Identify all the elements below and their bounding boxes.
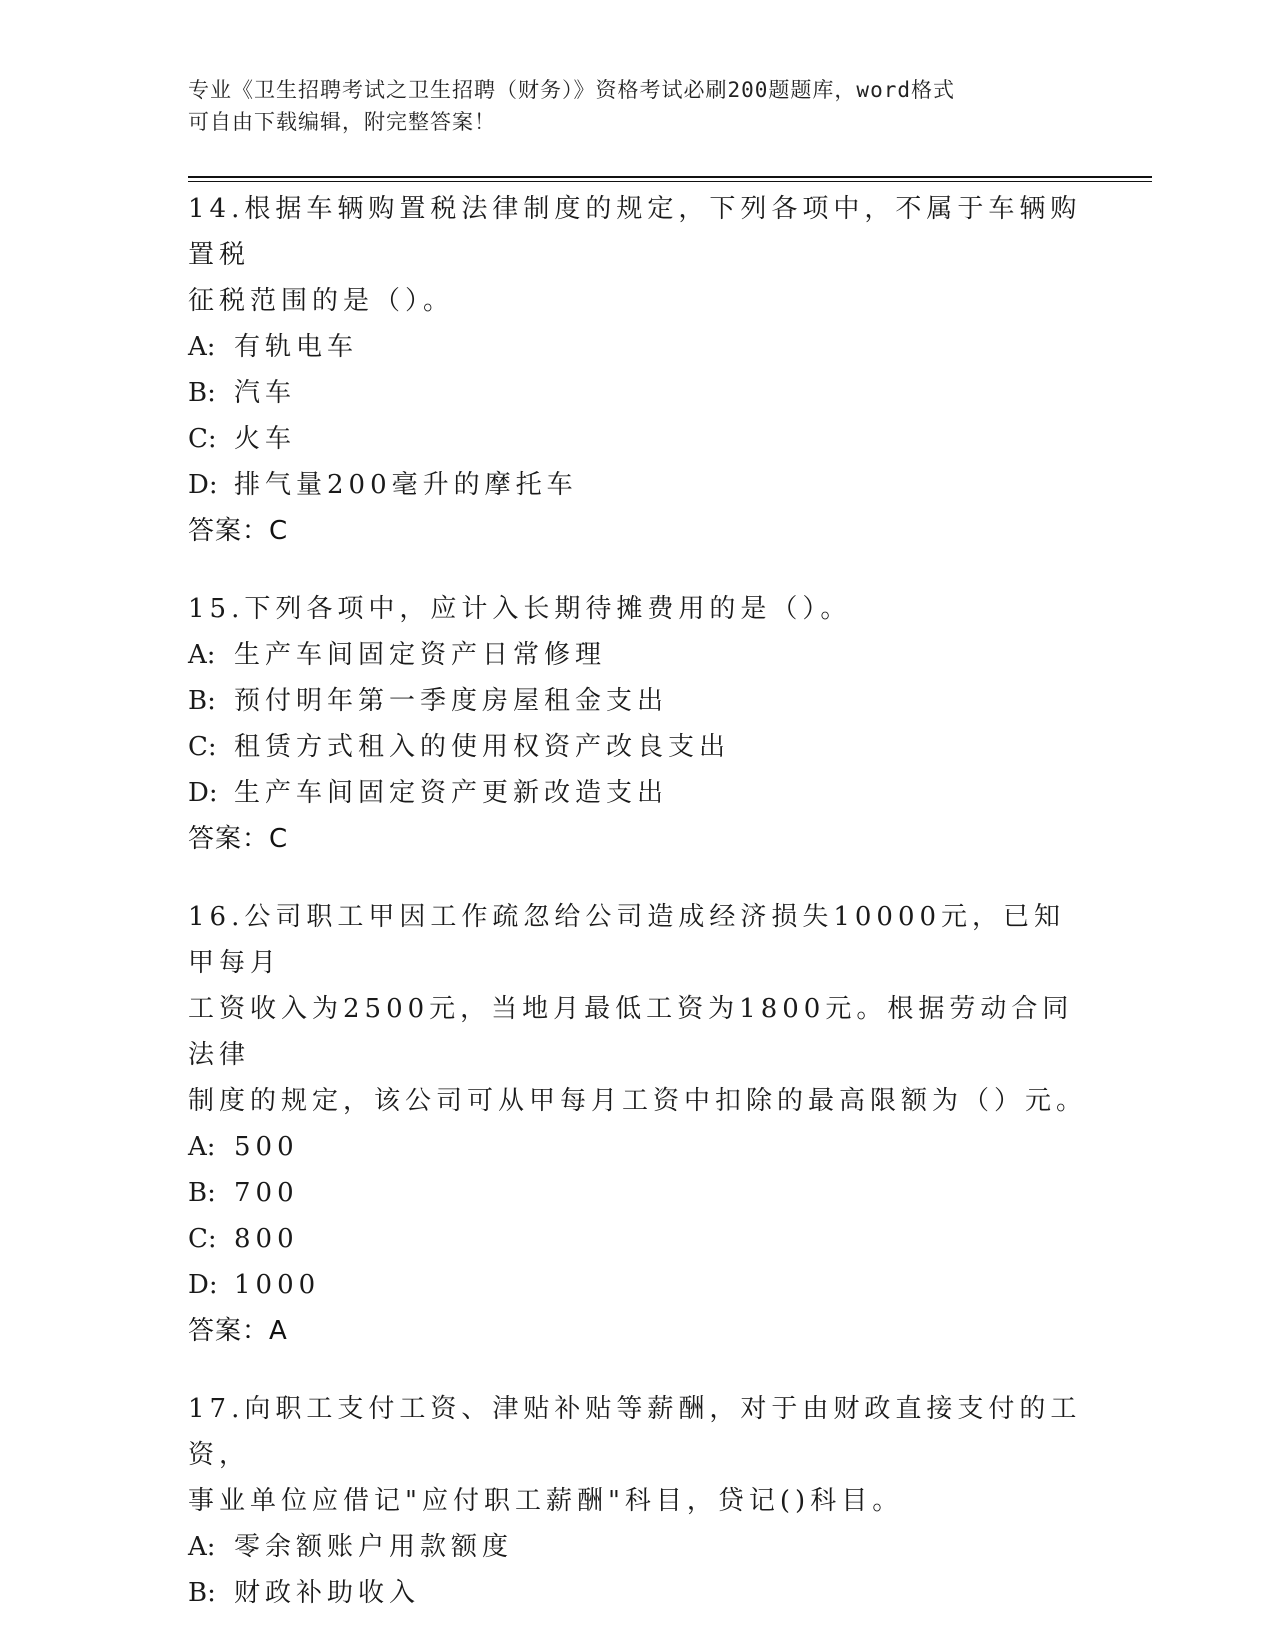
option-text: 汽车	[234, 378, 297, 408]
option-text: 生产车间固定资产更新改造支出	[234, 778, 669, 808]
option-a	[188, 324, 1088, 370]
option-d	[188, 462, 1088, 508]
option-a	[188, 1524, 1088, 1570]
option-key: D:	[188, 470, 218, 500]
answer-label: 答案：C	[188, 516, 289, 546]
question-text-line: 17.向职工支付工资、津贴补贴等薪酬，对于由财政直接支付的工资，	[188, 1394, 1082, 1470]
option-key: C:	[188, 1224, 217, 1254]
option-text: 财政补助收入	[234, 1578, 421, 1608]
option-text: 700	[234, 1178, 299, 1208]
option-text: 800	[234, 1224, 299, 1254]
option-text: 租赁方式租入的使用权资产改良支出	[234, 732, 731, 762]
option-key: A:	[188, 332, 216, 362]
option-key: B:	[188, 1178, 216, 1208]
question-text-line: 16.公司职工甲因工作疏忽给公司造成经济损失10000元，已知甲每月	[188, 902, 1066, 978]
option-text: 预付明年第一季度房屋租金支出	[234, 686, 669, 716]
option-key: A:	[188, 1132, 216, 1162]
option-key: B:	[188, 378, 216, 408]
option-b	[188, 370, 1088, 416]
option-c	[188, 1216, 1088, 1262]
option-c	[188, 724, 1088, 770]
question-14	[188, 186, 1088, 554]
option-key: A:	[188, 1532, 216, 1562]
answer-label: 答案：C	[188, 824, 289, 854]
question-text-line: 14.根据车辆购置税法律制度的规定，下列各项中，不属于车辆购置税	[188, 194, 1082, 270]
option-b	[188, 1570, 1088, 1616]
option-key: A:	[188, 640, 216, 670]
header-divider-thin	[188, 181, 1152, 182]
question-text-line: 15.下列各项中，应计入长期待摊费用的是（）。	[188, 594, 852, 624]
question-15	[188, 586, 1088, 862]
option-key: B:	[188, 686, 216, 716]
header-line-2: 可自由下载编辑，附完整答案！	[188, 110, 496, 134]
question-17	[188, 1386, 1088, 1616]
question-text-line: 工资收入为2500元，当地月最低工资为1800元。根据劳动合同法律	[188, 994, 1074, 1070]
option-d	[188, 770, 1088, 816]
option-key: B:	[188, 1578, 216, 1608]
option-c	[188, 416, 1088, 462]
option-d	[188, 1262, 1088, 1308]
question-text-line: 制度的规定，该公司可从甲每月工资中扣除的最高限额为（）元。	[188, 1086, 1088, 1116]
option-text: 有轨电车	[234, 332, 359, 362]
option-key: C:	[188, 732, 217, 762]
header-divider-thick	[188, 176, 1152, 178]
option-a	[188, 1124, 1088, 1170]
question-16	[188, 894, 1088, 1354]
header-line-1: 专业《卫生招聘考试之卫生招聘（财务）》资格考试必刷200题题库，word格式	[188, 78, 955, 102]
option-text: 生产车间固定资产日常修理	[234, 640, 607, 670]
question-text-line: 征税范围的是（）。	[188, 286, 455, 316]
option-key: D:	[188, 1270, 218, 1300]
question-text-line: 事业单位应借记"应付职工薪酬"科目，贷记()科目。	[188, 1486, 904, 1516]
option-text: 1000	[234, 1270, 321, 1300]
option-text: 排气量200毫升的摩托车	[234, 470, 578, 500]
document-header	[188, 74, 1088, 138]
question-list	[188, 186, 1088, 1648]
option-b	[188, 1170, 1088, 1216]
option-key: D:	[188, 778, 218, 808]
answer-label: 答案：A	[188, 1316, 288, 1346]
option-b	[188, 678, 1088, 724]
option-text: 零余额账户用款额度	[234, 1532, 514, 1562]
option-text: 火车	[234, 424, 297, 454]
option-a	[188, 632, 1088, 678]
option-key: C:	[188, 424, 217, 454]
option-text: 500	[234, 1132, 299, 1162]
